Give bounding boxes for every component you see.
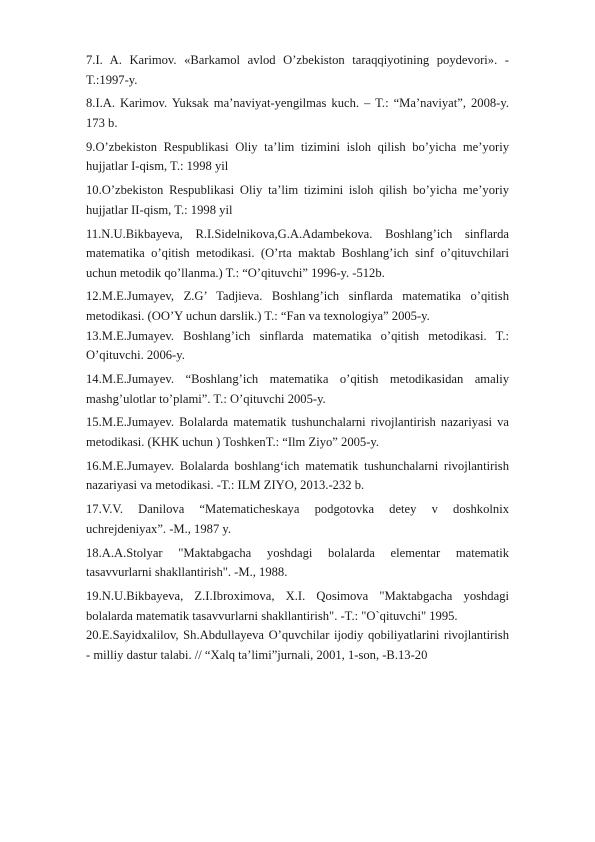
reference-item-13: 13.M.E.Jumayev. Boshlang’ich sinflarda matematika o’qitish metodikasi. T.: O’qituvchi. 2006-y. (86, 328, 509, 363)
reference-item-20: 20.E.Sayidxalilov, Sh.Abdullayeva O’quvchilar ijodiy qobiliyatlarini rivojlantirish - milliy dastur talabi. // “Xalq ta’limi”jurnali, 2001, 1-son, -B.13-20 (86, 628, 509, 662)
reference-item-12: 12.M.E.Jumayev, Z.G’ Tadjieva. Boshlang’ich sinflarda matematika o’qitish metodikasi. (OO’Y uchun darslik.) T.: “Fan va texnologiya” 2005-y. (86, 289, 509, 324)
reference-item-10: 10.O’zbekiston Respublikasi Oliy ta’lim tizimini isloh qilish bo’yicha me’yoriy hujjatlar II-qism, T.: 1998 yil (86, 183, 509, 217)
reference-item-11: 11.N.U.Bikbayeva, R.I.Sidelnikova,G.A.Adambekova. Boshlang’ich sinflarda matematika o’qitish metodikasi. (O’rta maktab Boshlang’ich sinf o’qituvchilari uchun metodik qo’llanma.) T.: “O’qituvchi” 1996-y. -512b. (86, 226, 509, 280)
reference-item-8: 8.I.A. Karimov. Yuksak ma’naviyat-yengilmas kuch. – T.: “Ma’naviyat”, 2008-y. 173 b. (86, 96, 509, 130)
reference-item-14: 14.M.E.Jumayev. “Boshlang’ich matematika o’qitish metodikasidan amaliy mashg’ulotlar to’plami”. T.: O’qituvchi 2005-y. (86, 372, 509, 406)
reference-item-16: 16.M.E.Jumayev. Bolalarda boshlang‘ich matematik tushunchalarni rivojlantirish nazariyasi va metodikasi. -T.: ILM ZIYO, 2013.-232 b. (86, 458, 509, 493)
reference-item-17: 17.V.V. Danilova “Matematicheskaya podgotovka detey v doshkolnix uchrejdeniyax”. -M., 1987 y. (86, 502, 509, 536)
reference-item-19: 19.N.U.Bikbayeva, Z.I.Ibroximova, X.I. Qosimova "Maktabgacha yoshdagi bolalarda matematik tasavvurlarni shakllantirish". -T.: "O`qituvchi" 1995. (86, 588, 509, 623)
reference-item-7: 7.I. A. Karimov. «Barkamol avlod O’zbekiston taraqqiyotining poydevori». - T.:1997-y. (86, 53, 509, 87)
reference-list (86, 51, 509, 669)
reference-item-9: 9.O’zbekiston Respublikasi Oliy ta’lim tizimini isloh qilish bo’yicha me’yoriy hujjatlar I-qism, T.: 1998 yil (86, 139, 509, 174)
reference-item-18: 18.A.A.Stolyar "Maktabgacha yoshdagi bolalarda elementar matematik tasavvurlarni shakllantirish". -M., 1988. (86, 545, 509, 580)
reference-item-15: 15.M.E.Jumayev. Bolalarda matematik tushunchalarni rivojlantirish nazariyasi va metodikasi. (KHK uchun ) ToshkenT.: “Ilm Ziyo” 2005-y. (86, 415, 509, 449)
